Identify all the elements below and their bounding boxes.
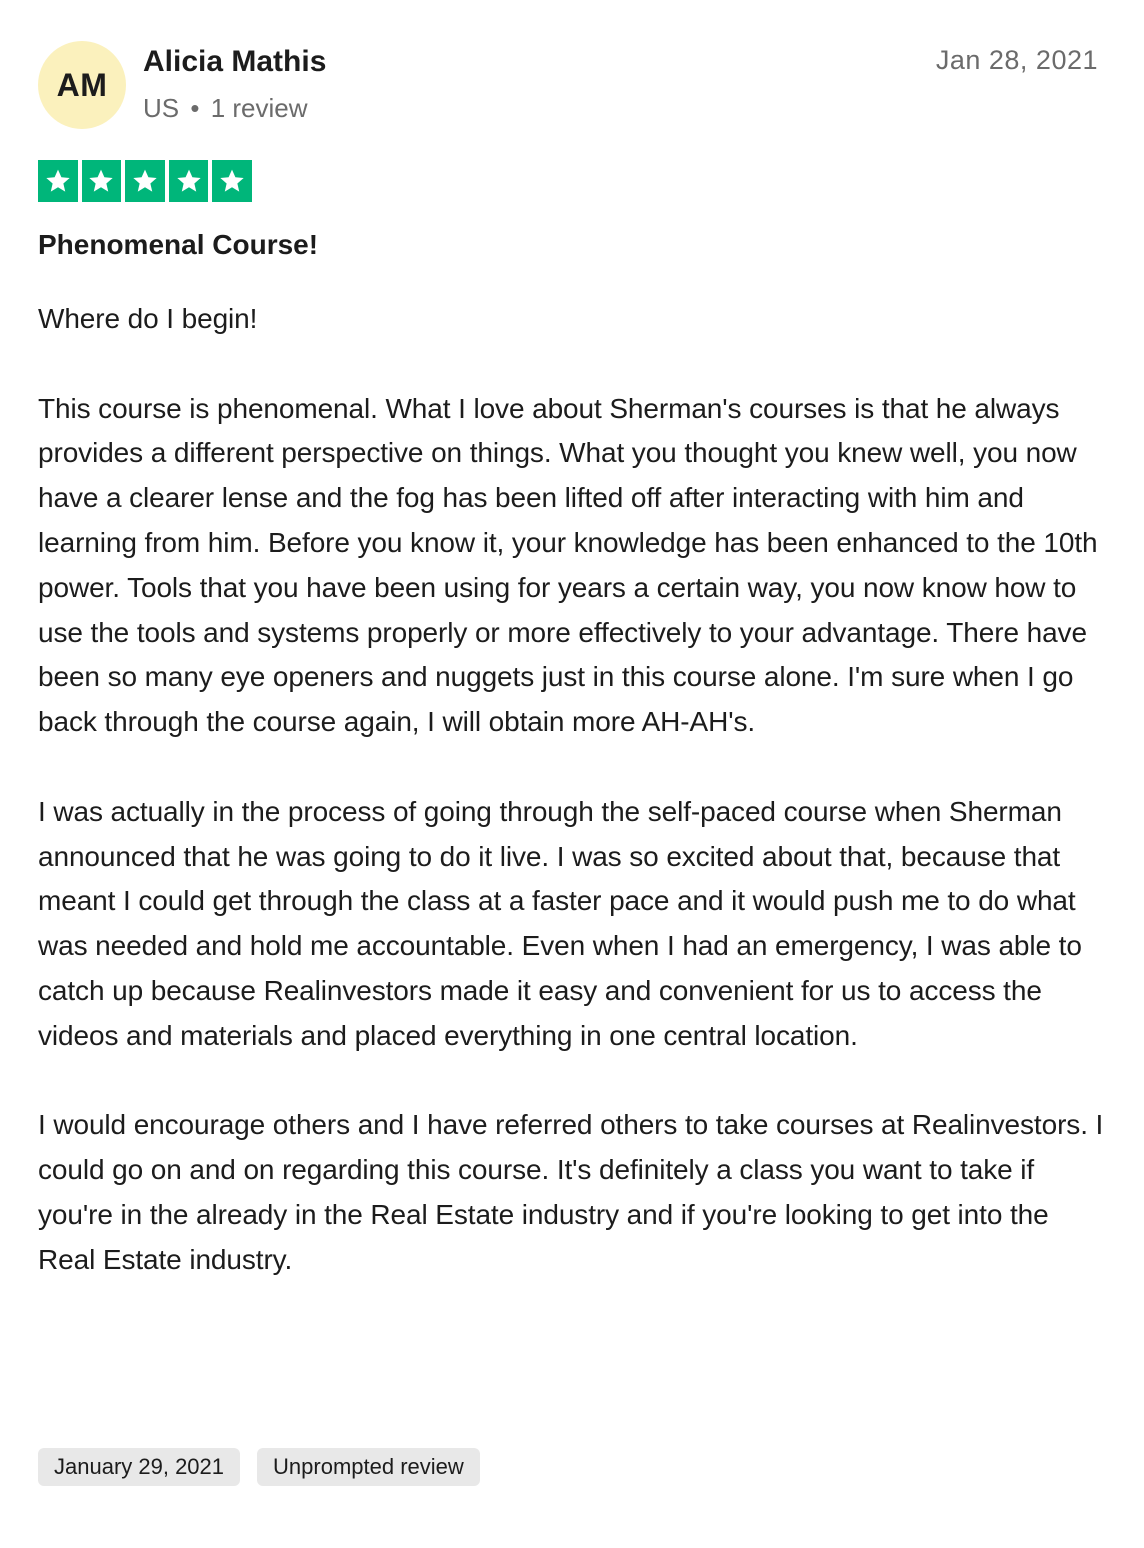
review-title: Phenomenal Course!: [38, 229, 319, 260]
reviewer-name[interactable]: Alicia Mathis: [143, 45, 327, 78]
star-1: [38, 160, 78, 202]
star-icon: [218, 167, 246, 195]
meta-separator: •: [190, 93, 200, 123]
review-date: Jan 28, 2021: [935, 45, 1098, 75]
star-rating: [38, 160, 252, 202]
avatar-initials: AM: [56, 66, 108, 103]
reviewer-meta: [143, 91, 308, 125]
review-body: Where do I begin! This course is phenomenal. What I love about Sherman's courses is that he always provides a different perspective on things. What you thought you knew well, you now have a clearer lense and the fog has been lifted off after interacting with him and learning from him. Before you know it, your knowledge has been enhanced to the 10th power. Tools that you have been using for years a certain way, you now know how to use the tools and systems properly or more effectively to your advantage. There have been so many eye openers and nuggets just in this course alone. I'm sure when I go back through the course again, I will obtain more AH-AH's. I was actually in the process of going through the self-paced course when Sherman announced that he was going to do it live. I was so excited about that, because that meant I could get through the class at a faster pace and it would push me to do what was needed and hold me accountable. Even when I had an emergency, I was able to catch up because Realinvestors made it easy and convenient for us to access the videos and materials and placed everything in one central location. I would encourage others and I have referred others to take courses at Realinvestors. I could go on and on regarding this course. It's definitely a class you want to take if you're in the already in the Real Estate industry and if you're looking to get into the Real Estate industry.: [38, 303, 1104, 1275]
star-5: [212, 160, 252, 202]
experience-date-tag[interactable]: January 29, 2021: [38, 1448, 240, 1486]
star-icon: [87, 167, 115, 195]
star-icon: [175, 167, 203, 195]
star-2: [82, 160, 122, 202]
star-icon: [131, 167, 159, 195]
star-4: [169, 160, 209, 202]
reviewer-country: US: [143, 93, 180, 123]
review-type-tag[interactable]: Unprompted review: [257, 1448, 480, 1486]
star-icon: [44, 167, 72, 195]
review-tags: [38, 1448, 480, 1486]
reviewer-review-count[interactable]: 1 review: [210, 93, 308, 123]
star-3: [125, 160, 165, 202]
avatar[interactable]: [38, 41, 126, 129]
